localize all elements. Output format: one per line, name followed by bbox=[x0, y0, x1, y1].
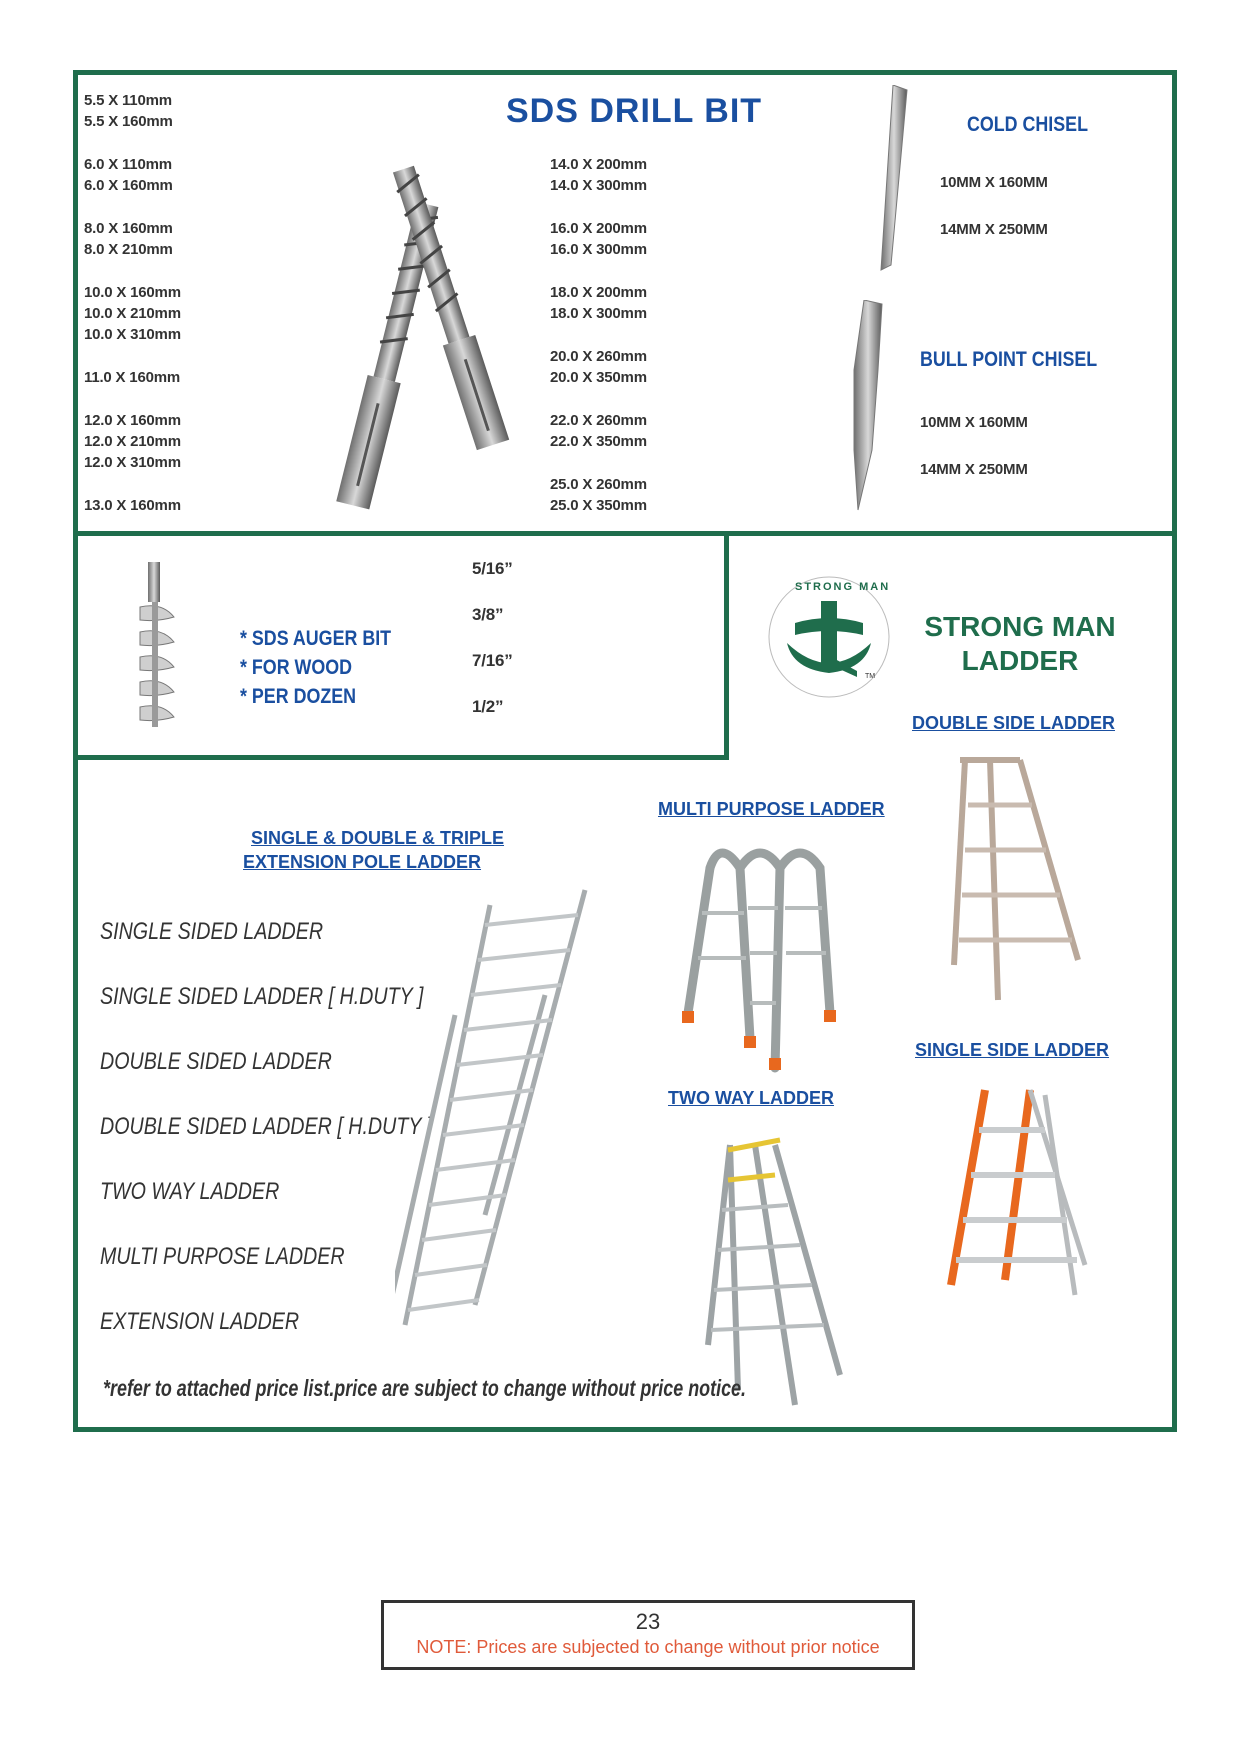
auger-feature: * SDS AUGER BIT bbox=[240, 627, 392, 650]
auger-size: 3/8” bbox=[472, 605, 504, 624]
page-number: 23 bbox=[635, 1609, 661, 1634]
bull-chisel-sizes bbox=[920, 412, 1028, 480]
chisel-size: 14MM X 250MM bbox=[940, 221, 1048, 238]
drill-size-group bbox=[84, 367, 244, 410]
auger-features bbox=[240, 624, 391, 711]
drill-size: 10.0 X 160mm bbox=[84, 284, 181, 301]
cold-chisel-image bbox=[855, 85, 915, 275]
multi-purpose-ladder-image bbox=[680, 828, 855, 1073]
drill-right-sizes bbox=[550, 154, 710, 516]
sds-auger-bit-image bbox=[132, 562, 182, 734]
drill-size-group bbox=[550, 474, 710, 516]
drill-size-group bbox=[84, 154, 244, 218]
drill-size: 12.0 X 310mm bbox=[84, 454, 181, 471]
brand-title-line: LADDER bbox=[961, 645, 1079, 676]
drill-size: 22.0 X 350mm bbox=[550, 433, 647, 450]
auger-size: 5/16” bbox=[472, 559, 513, 578]
drill-size: 12.0 X 160mm bbox=[84, 412, 181, 429]
auger-sizes bbox=[472, 558, 513, 717]
drill-size: 20.0 X 260mm bbox=[550, 348, 647, 365]
drill-size-group bbox=[550, 410, 710, 474]
drill-left-sizes bbox=[84, 90, 244, 516]
drill-size: 5.5 X 160mm bbox=[84, 113, 173, 130]
chisel-size: 14MM X 250MM bbox=[920, 461, 1028, 478]
extension-title-line: EXTENSION POLE LADDER bbox=[243, 852, 482, 872]
drill-size: 5.5 X 110mm bbox=[84, 92, 172, 109]
extension-title-line: SINGLE & DOUBLE & TRIPLE bbox=[251, 828, 505, 848]
drill-size-group bbox=[550, 346, 710, 410]
ladder-list-item: DOUBLE SIDED LADDER bbox=[100, 1048, 332, 1075]
drill-size: 16.0 X 300mm bbox=[550, 241, 647, 258]
bull-chisel-title: BULL POINT CHISEL bbox=[920, 348, 1098, 371]
drill-size: 11.0 X 160mm bbox=[84, 369, 181, 386]
auger-feature: * PER DOZEN bbox=[240, 685, 357, 708]
drill-size: 16.0 X 200mm bbox=[550, 220, 647, 237]
drill-size: 22.0 X 260mm bbox=[550, 412, 647, 429]
auger-size: 7/16” bbox=[472, 651, 513, 670]
page-footer bbox=[381, 1600, 915, 1670]
strong-man-ladder-title bbox=[900, 610, 1140, 678]
drill-title: SDS DRILL BIT bbox=[506, 92, 763, 130]
drill-size-group bbox=[84, 282, 244, 367]
drill-size: 14.0 X 200mm bbox=[550, 156, 647, 173]
single-side-ladder-image bbox=[945, 1085, 1095, 1305]
drill-size-group bbox=[550, 218, 710, 282]
drill-size: 10.0 X 310mm bbox=[84, 326, 181, 343]
auger-feature: * FOR WOOD bbox=[240, 656, 353, 679]
logo-text: STRONG MAN bbox=[795, 581, 891, 593]
ladder-list-item: SINGLE SIDED LADDER bbox=[100, 918, 324, 945]
drill-size-group bbox=[84, 90, 244, 154]
cold-chisel-sizes bbox=[940, 172, 1048, 240]
divider-top bbox=[73, 531, 1177, 536]
drill-size: 13.0 X 160mm bbox=[84, 497, 181, 514]
drill-size: 25.0 X 260mm bbox=[550, 476, 647, 493]
price-note: NOTE: Prices are subjected to change without prior notice bbox=[416, 1637, 880, 1657]
drill-size: 25.0 X 350mm bbox=[550, 497, 647, 514]
drill-size: 14.0 X 300mm bbox=[550, 177, 647, 194]
drill-size: 12.0 X 210mm bbox=[84, 433, 181, 450]
double-side-ladder-image bbox=[950, 755, 1085, 1010]
chisel-size: 10MM X 160MM bbox=[920, 414, 1028, 431]
bull-point-chisel-image bbox=[830, 300, 890, 515]
drill-size-group bbox=[84, 410, 244, 495]
strong-man-logo bbox=[765, 573, 893, 701]
ladder-list-item: MULTI PURPOSE LADDER bbox=[100, 1243, 345, 1270]
drill-size: 18.0 X 300mm bbox=[550, 305, 647, 322]
drill-size: 8.0 X 210mm bbox=[84, 241, 173, 258]
chisel-size: 10MM X 160MM bbox=[940, 174, 1048, 191]
ladder-list-item: DOUBLE SIDED LADDER [ H.DUTY ] bbox=[100, 1113, 433, 1140]
drill-size: 18.0 X 200mm bbox=[550, 284, 647, 301]
multi-purpose-ladder-title: MULTI PURPOSE LADDER bbox=[658, 799, 885, 819]
drill-size-group bbox=[550, 154, 710, 218]
ladder-list-item: TWO WAY LADDER bbox=[100, 1178, 280, 1205]
drill-size: 10.0 X 210mm bbox=[84, 305, 181, 322]
extension-ladder-title bbox=[243, 826, 504, 874]
drill-size-group bbox=[550, 282, 710, 346]
ladder-list-item: SINGLE SIDED LADDER [ H.DUTY ] bbox=[100, 983, 424, 1010]
auger-size: 1/2” bbox=[472, 697, 504, 716]
drill-size: 6.0 X 160mm bbox=[84, 177, 173, 194]
cold-chisel-title: COLD CHISEL bbox=[967, 113, 1088, 136]
drill-size: 20.0 X 350mm bbox=[550, 369, 647, 386]
brand-title-line: STRONG MAN bbox=[924, 611, 1116, 642]
two-way-ladder-image bbox=[700, 1135, 850, 1410]
extension-ladder-image bbox=[395, 885, 595, 1335]
ladder-list-item: EXTENSION LADDER bbox=[100, 1308, 300, 1335]
sds-drill-bit-image bbox=[320, 160, 530, 525]
drill-size-group bbox=[84, 495, 244, 516]
divider-auger-bottom bbox=[73, 755, 729, 760]
logo-tm: TM bbox=[865, 673, 876, 680]
single-side-ladder-title: SINGLE SIDE LADDER bbox=[915, 1040, 1110, 1060]
drill-size: 6.0 X 110mm bbox=[84, 156, 172, 173]
divider-auger bbox=[724, 531, 729, 760]
double-side-ladder-title: DOUBLE SIDE LADDER bbox=[912, 713, 1116, 733]
drill-size-group bbox=[84, 218, 244, 282]
two-way-ladder-title: TWO WAY LADDER bbox=[668, 1088, 835, 1108]
drill-size: 8.0 X 160mm bbox=[84, 220, 173, 237]
price-footnote: *refer to attached price list.price are subject to change without price notice. bbox=[103, 1375, 747, 1401]
